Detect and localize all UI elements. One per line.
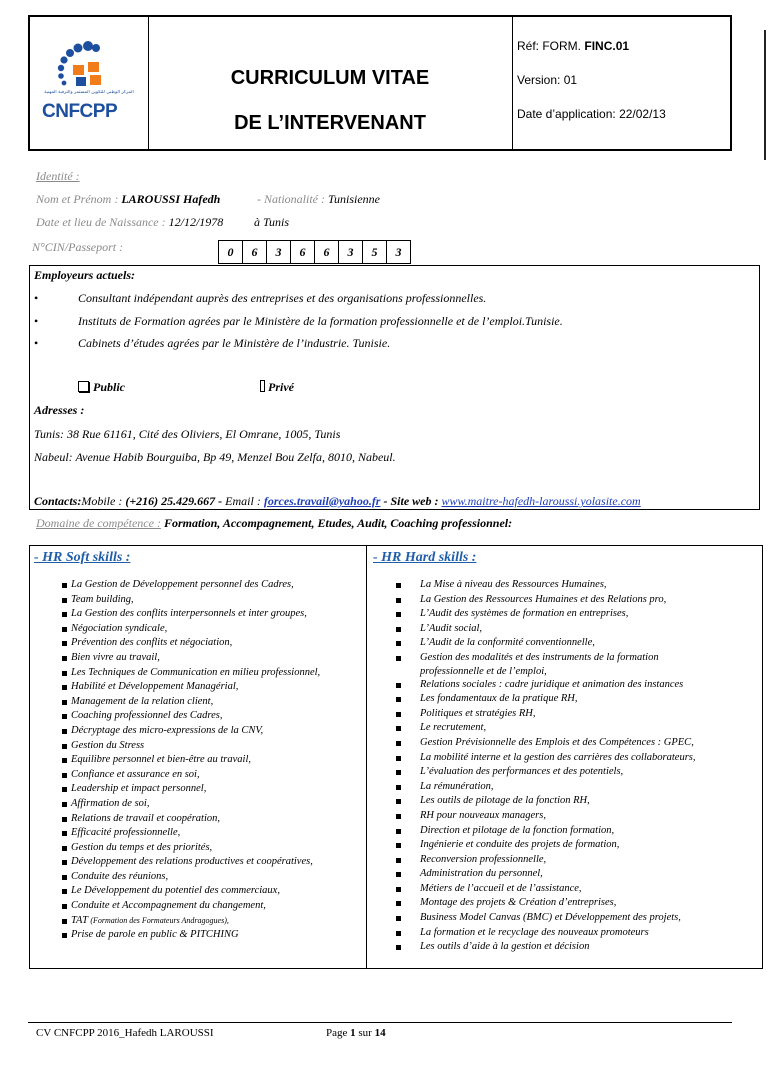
list-item	[396, 867, 696, 882]
skill-text: Coaching professionnel des Cadres,	[71, 710, 223, 722]
logo-arabic-text: المركز الوطني للتكوين المستمر والترقية المهنية	[44, 90, 134, 95]
list-item	[396, 794, 696, 809]
checkbox-icon	[78, 381, 89, 392]
skill-text: Décryptage des micro-expressions de la CNV,	[71, 724, 264, 736]
employeur-item: Consultant indépendant auprès des entreprises et des organisations professionnelles.	[78, 291, 487, 305]
domaine-value: Formation, Accompagnement, Etudes, Audit, Coaching professionnel:	[163, 516, 513, 530]
birth-date: 12/12/1978	[168, 215, 224, 229]
site-label: - Site web :	[383, 494, 439, 508]
ref-label: Réf: FORM.	[517, 39, 582, 53]
cin-digit: 6	[315, 241, 339, 264]
list-item	[396, 692, 696, 707]
list-item	[62, 928, 320, 943]
hard-skills-heading: - HR Hard skills :	[373, 550, 477, 565]
skill-text: Les Techniques de Communication en milieu professionnel,	[71, 666, 321, 678]
cin-boxes	[218, 240, 411, 264]
header-table	[28, 15, 732, 151]
skill-text: Le recrutement,	[420, 722, 487, 734]
footer-page	[326, 1027, 386, 1039]
skill-text: L’évaluation des performances et des potentiels,	[420, 766, 624, 778]
skill-text: Prévention des conflits et négociation,	[71, 637, 233, 649]
list-item	[396, 940, 696, 955]
list-item	[396, 926, 696, 941]
tat-small: (Formation des Formateurs Andragogues),	[90, 915, 229, 925]
skill-text: Reconversion professionnelle,	[420, 853, 547, 865]
skill-text: Bien vivre au travail,	[71, 651, 160, 663]
skill-text: La Gestion des Ressources Humaines et des Relations pro,	[420, 593, 667, 605]
list-item	[396, 636, 696, 651]
cin-digit: 6	[243, 241, 267, 264]
soft-skills-heading: - HR Soft skills :	[34, 550, 131, 565]
list-item	[62, 826, 320, 841]
skill-text: Politiques et stratégies RH,	[420, 707, 536, 719]
address-nabeul: Nabeul: Avenue Habib Bourguiba, Bp 49, Menzel Bou Zelfa, 8010, Nabeul.	[34, 450, 396, 464]
list-item	[396, 824, 696, 839]
list-item	[62, 841, 320, 856]
bullet-dot: •	[34, 291, 39, 305]
list-item	[396, 578, 696, 593]
employeurs-heading: Employeurs actuels:	[34, 268, 135, 282]
page-edge-bar	[764, 30, 766, 160]
cin-digit: 5	[363, 241, 387, 264]
skill-text: Montage des projets & Création d’entreprises,	[420, 897, 617, 909]
skill-text: L’Audit social,	[420, 622, 483, 634]
list-item	[62, 651, 320, 666]
skill-text: Conduite et Accompagnement du changement,	[71, 900, 266, 912]
birth-label: Date et lieu de Naissance :	[36, 215, 166, 229]
email-link[interactable]: forces.travail@yahoo.fr	[263, 494, 381, 508]
skill-text: RH pour nouveaux managers,	[420, 809, 546, 821]
list-item	[62, 899, 320, 914]
skill-text: professionnelle et de l’emploi,	[420, 665, 547, 677]
skill-text: Confiance et assurance en soi,	[71, 768, 200, 780]
logo-text: CNFCPP	[42, 101, 118, 122]
list-item	[62, 855, 320, 870]
skill-text: La rémunération,	[420, 780, 494, 792]
list-item	[62, 695, 320, 710]
footer-rule	[28, 1022, 732, 1023]
reference-cell	[512, 17, 730, 149]
list-item-continuation	[396, 666, 696, 678]
list-item	[396, 911, 696, 926]
list-item	[396, 882, 696, 897]
skill-text: Relations de travail et coopération,	[71, 812, 221, 824]
skill-text: La Mise à niveau des Ressources Humaines,	[420, 579, 607, 590]
skill-text: Gestion du temps et des priorités,	[71, 841, 213, 853]
prive-checkbox[interactable]	[260, 380, 294, 395]
list-item	[396, 751, 696, 766]
skill-text: Métiers de l’accueil et de l’assistance,	[420, 882, 582, 894]
website-link[interactable]: www.maitre-hafedh-laroussi.yolasite.com	[441, 494, 641, 508]
skill-text	[71, 915, 229, 926]
list-item	[62, 636, 320, 651]
list-item	[62, 724, 320, 739]
birth-line	[36, 215, 223, 230]
bullet-dot: •	[34, 336, 39, 350]
name-value: LAROUSSI Hafedh	[121, 192, 221, 206]
skill-text: Gestion Prévisionnelle des Emplois et des Compétences : GPEC,	[420, 736, 694, 748]
nationality-label: - Nationalité :	[257, 192, 325, 206]
soft-skills-column	[30, 546, 367, 968]
mobile-label: Mobile :	[81, 494, 123, 508]
contacts-line	[34, 494, 641, 509]
name-label: Nom et Prénom :	[36, 192, 119, 206]
list-item	[62, 797, 320, 812]
skill-text: Gestion des modalités et des instruments de la formation	[420, 651, 659, 663]
skill-text: Business Model Canvas (BMC) et Développement des projets,	[420, 912, 681, 924]
skill-text: Développement des relations productives et coopératives,	[71, 856, 313, 868]
list-item	[62, 578, 320, 593]
list-item	[396, 896, 696, 911]
version-line: Version: 01	[517, 73, 578, 87]
skill-text: Négociation syndicale,	[71, 622, 168, 634]
cin-digit: 0	[219, 241, 243, 264]
list-item	[396, 853, 696, 868]
skill-text: Ingénierie et conduite des projets de formation,	[420, 839, 620, 851]
list-item	[62, 768, 320, 783]
page-label: Page	[326, 1027, 348, 1039]
mobile-value: (+216) 25.429.667 -	[125, 494, 223, 508]
date-application: Date d’application: 22/02/13	[517, 107, 666, 121]
skill-text: Les outils de pilotage de la fonction RH,	[420, 795, 590, 807]
tat-main: TAT	[71, 914, 88, 926]
ref-line	[517, 39, 629, 53]
list-item	[396, 678, 696, 693]
contacts-label: Contacts:	[34, 494, 82, 508]
employeur-item: Cabinets d’études agrées par le Ministère de l’industrie. Tunisie.	[78, 336, 391, 350]
skill-text: Team building,	[71, 593, 134, 605]
title-line2: DE L’INTERVENANT	[234, 112, 426, 134]
list-item	[396, 707, 696, 722]
employeurs-box	[29, 265, 760, 510]
cin-digit: 3	[339, 241, 363, 264]
skill-text: Relations sociales : cadre juridique et animation des instances	[420, 678, 684, 690]
bullet-dot: •	[34, 314, 39, 328]
cin-digit: 3	[387, 241, 411, 264]
list-item	[62, 622, 320, 637]
cin-digit: 3	[267, 241, 291, 264]
skill-text: La Gestion des conflits interpersonnels et inter groupes,	[71, 608, 307, 620]
soft-skills-list	[62, 578, 320, 943]
skill-text: Prise de parole en public & PITCHING	[71, 929, 239, 941]
list-item	[396, 736, 696, 751]
skill-text: L’Audit de la conformité conventionnelle,	[420, 637, 595, 649]
list-item	[396, 780, 696, 795]
list-item	[62, 739, 320, 754]
nationality-value: Tunisienne	[328, 192, 381, 206]
hard-skills-list	[396, 578, 696, 955]
list-item	[62, 680, 320, 695]
list-item	[62, 884, 320, 899]
list-item	[62, 870, 320, 885]
list-item	[62, 709, 320, 724]
skill-text: La mobilité interne et la gestion des carrières des collaborateurs,	[420, 751, 696, 763]
skill-text: Administration du personnel,	[420, 868, 543, 880]
skill-text: Conduite des réunions,	[71, 870, 169, 882]
list-item	[396, 593, 696, 608]
address-tunis: Tunis: 38 Rue 61161, Cité des Oliviers, El Omrane, 1005, Tunis	[34, 427, 341, 441]
skill-text: L’Audit des systèmes de formation en entreprises,	[420, 608, 629, 620]
skill-text: Management de la relation client,	[71, 695, 214, 707]
list-item	[62, 914, 320, 929]
skill-text: Efficacité professionnelle,	[71, 827, 181, 839]
page-number: 1	[350, 1027, 356, 1039]
skill-text: Equilibre personnel et bien-être au travail,	[71, 754, 252, 766]
list-item	[396, 721, 696, 736]
list-item	[396, 651, 696, 666]
page-total: 14	[374, 1027, 386, 1039]
prive-label: Privé	[268, 380, 294, 394]
name-line	[36, 192, 220, 207]
skill-text: Le Développement du potentiel des commerciaux,	[71, 885, 280, 897]
skills-table	[29, 545, 763, 969]
list-item	[396, 622, 696, 637]
nationality-line	[257, 192, 380, 207]
list-item	[396, 838, 696, 853]
list-item	[396, 765, 696, 780]
skill-text: La formation et le recyclage des nouveaux promoteurs	[420, 926, 649, 938]
email-label: Email :	[225, 494, 261, 508]
skill-text: Affirmation de soi,	[71, 797, 150, 809]
ref-value: FINC.01	[584, 39, 630, 53]
domaine-label: Domaine de compétence :	[36, 516, 161, 530]
public-label: Public	[93, 380, 125, 394]
skill-text: La Gestion de Développement personnel des Cadres,	[71, 579, 294, 590]
birth-place: à Tunis	[254, 215, 290, 229]
cin-digit: 6	[291, 241, 315, 264]
list-item	[396, 809, 696, 824]
public-checkbox[interactable]	[78, 380, 125, 395]
list-item	[62, 782, 320, 797]
domaine-line	[36, 516, 512, 531]
title-cell	[148, 17, 513, 149]
skill-text: Habilité et Développement Managérial,	[71, 681, 239, 693]
title-line1: CURRICULUM VITAE	[230, 67, 430, 89]
list-item	[62, 593, 320, 608]
footer-left: CV CNFCPP 2016_Hafedh LAROUSSI	[36, 1027, 214, 1039]
adresses-heading: Adresses :	[34, 403, 85, 417]
identite-heading: Identité :	[36, 169, 80, 183]
employeur-item: Instituts de Formation agrées par le Ministère de la formation professionnelle et de l’emploi.Tunisie.	[78, 314, 563, 328]
skill-text: Leadership et impact personnel,	[71, 783, 207, 795]
skill-text: Les fondamentaux de la pratique RH,	[420, 693, 578, 705]
skill-text: Les outils d’aide à la gestion et décision	[420, 941, 590, 953]
skill-text: Gestion du Stress	[71, 739, 145, 751]
list-item	[62, 666, 320, 681]
list-item	[62, 753, 320, 768]
list-item	[62, 607, 320, 622]
skill-text: Direction et pilotage de la fonction formation,	[420, 824, 615, 836]
list-item	[62, 812, 320, 827]
page-sep: sur	[358, 1027, 372, 1039]
list-item	[396, 607, 696, 622]
cin-label: N°CIN/Passeport :	[32, 240, 124, 254]
cnfcpp-logo	[30, 17, 148, 149]
checkbox-icon	[260, 380, 265, 392]
logo-cell	[30, 17, 149, 149]
